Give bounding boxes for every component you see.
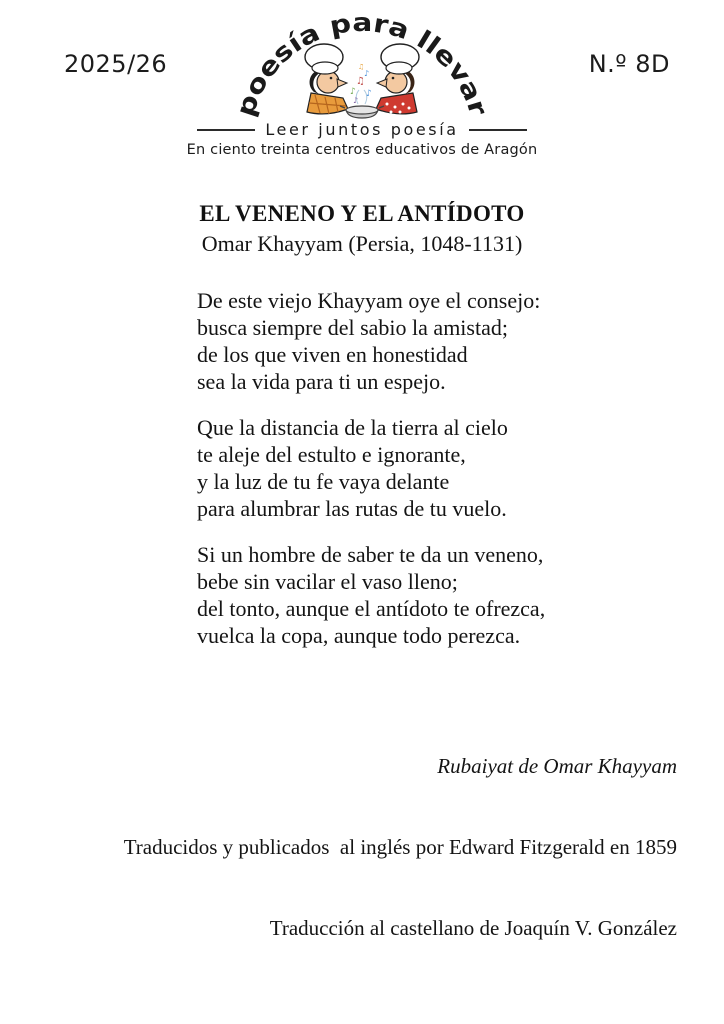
poem-line: bebe sin vacilar el vaso lleno; <box>197 569 458 594</box>
poem-line: vuelca la copa, aunque todo perezca. <box>197 623 521 648</box>
poem-line: para alumbrar las rutas de tu vuelo. <box>197 496 507 521</box>
school-year: 2025/26 <box>64 50 168 78</box>
attribution-translation-es: Traducción al castellano de Joaquín V. González <box>269 916 677 940</box>
divider-line-right <box>469 129 527 131</box>
logo-tagline-row <box>172 120 552 139</box>
poem-body <box>197 287 545 668</box>
divider-line-left <box>197 129 255 131</box>
attribution-block <box>124 699 677 996</box>
stanza-3 <box>197 541 545 649</box>
logo-tagline: Leer juntos poesía <box>265 120 459 139</box>
poem-line: De este viejo Khayyam oye el consejo: <box>197 288 541 313</box>
poem-line: sea la vida para ti un espejo. <box>197 369 446 394</box>
poem-line: te aleje del estulto e ignorante, <box>197 442 466 467</box>
poem-line: y la luz de tu fe vaya delante <box>197 469 450 494</box>
attribution-source: Rubaiyat de Omar Khayyam <box>437 754 677 778</box>
poem-line: Que la distancia de la tierra al cielo <box>197 415 508 440</box>
svg-text:♫: ♫ <box>356 76 365 87</box>
svg-text:♪: ♪ <box>353 96 359 105</box>
chef-left-icon <box>305 44 348 114</box>
poem-author: Omar Khayyam (Persia, 1048-1131) <box>201 231 523 256</box>
attribution-translation-en: Traducidos y publicados al inglés por Edward Fitzgerald en 1859 <box>123 835 677 859</box>
poem-line: del tonto, aunque el antídoto te ofrezca, <box>197 596 546 621</box>
logo-illustration <box>212 12 512 120</box>
poem-title: EL VENENO Y EL ANTÍDOTO <box>199 201 525 226</box>
svg-text:♪: ♪ <box>350 87 356 97</box>
chef-right-icon <box>376 44 419 114</box>
svg-text:♫: ♫ <box>358 63 365 71</box>
logo-subtitle: En ciento treinta centros educativos de Aragón <box>186 142 538 158</box>
logo <box>172 12 552 158</box>
poem-line: de los que viven en honestidad <box>197 342 468 367</box>
poem-line: Si un hombre de saber te da un veneno, <box>197 542 544 567</box>
svg-text:♪: ♪ <box>364 69 370 78</box>
poem-line: busca siempre del sabio la amistad; <box>197 315 508 340</box>
stanza-2 <box>197 414 545 522</box>
stanza-1 <box>197 287 545 395</box>
issue-number: N.º 8D <box>588 50 670 78</box>
logo-arc-text: poesía para llevar <box>230 12 493 120</box>
svg-text:♪: ♪ <box>366 89 372 99</box>
music-notes-icon <box>350 63 372 105</box>
